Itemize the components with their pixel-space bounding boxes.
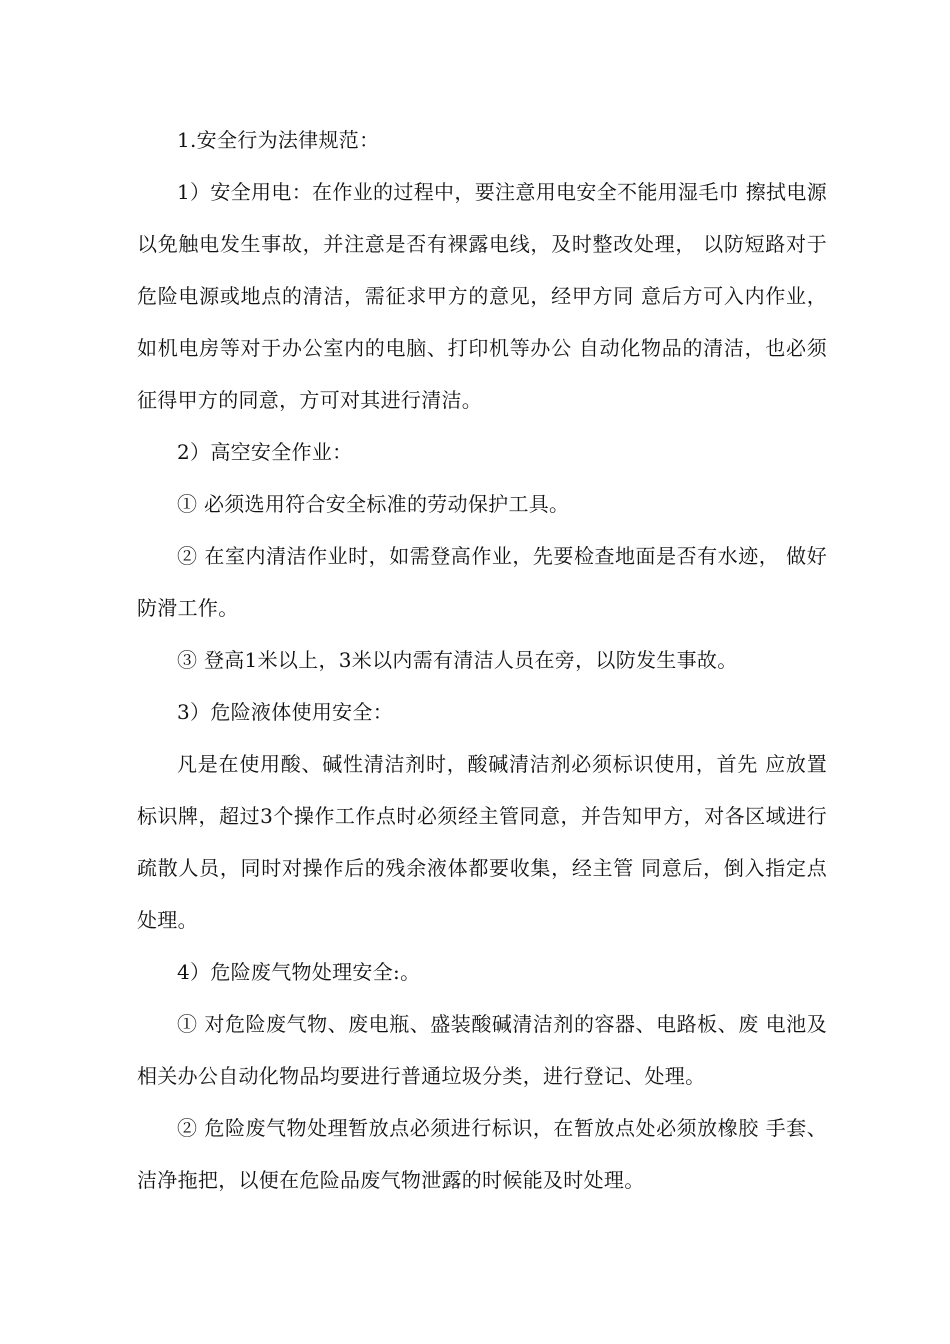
- section-heading: 1.安全行为法律规范：: [177, 128, 380, 152]
- paragraph-hazardous-liquid: 凡是在使用酸、碱性清洁剂时，酸碱清洁剂必须标识使用，首先 应放置标识牌，超过3个操作工作点时必须经主管同意，并告知甲方，对各区域进行疏散人员，同时对操作后的残余液体都要收集，经主管 同意后，倒入指定点处理。: [137, 752, 827, 932]
- paragraph-electrical-safety: 1）安全用电：在作业的过程中，要注意用电安全不能用湿毛巾 擦拭电源以免触电发生事故，并注意是否有裸露电线，及时整改处理， 以防短路对于危险电源或地点的清洁，需征求甲方的意见，经甲方同 意后方可入内作业，如机电房等对于办公室内的电脑、打印机等办公 自动化物品的清洁，也必须征得甲方的同意，方可对其进行清洁。: [137, 180, 827, 412]
- list-item: ② 在室内清洁作业时，如需登高作业，先要检查地面是否有水迹， 做好防滑工作。: [137, 544, 827, 620]
- subheading-hazardous-liquid: 3）危险液体使用安全：: [177, 700, 394, 724]
- subheading-high-altitude: 2）高空安全作业：: [177, 440, 353, 464]
- list-item: ① 必须选用符合安全标准的劳动保护工具。: [177, 492, 570, 516]
- list-item: ② 危险废气物处理暂放点必须进行标识，在暂放点处必须放橡胶 手套、洁净拖把，以便在危险品废气物泄露的时候能及时处理。: [137, 1116, 827, 1192]
- document-body: [137, 114, 827, 1206]
- list-item: ③ 登高1米以上，3米以内需有清洁人员在旁，以防发生事故。: [177, 648, 738, 672]
- subheading-hazardous-waste: 4）危险废气物处理安全:。: [177, 960, 421, 984]
- list-item: ① 对危险废气物、废电瓶、盛装酸碱清洁剂的容器、电路板、废 电池及相关办公自动化物品均要进行普通垃圾分类，进行登记、处理。: [137, 1012, 827, 1088]
